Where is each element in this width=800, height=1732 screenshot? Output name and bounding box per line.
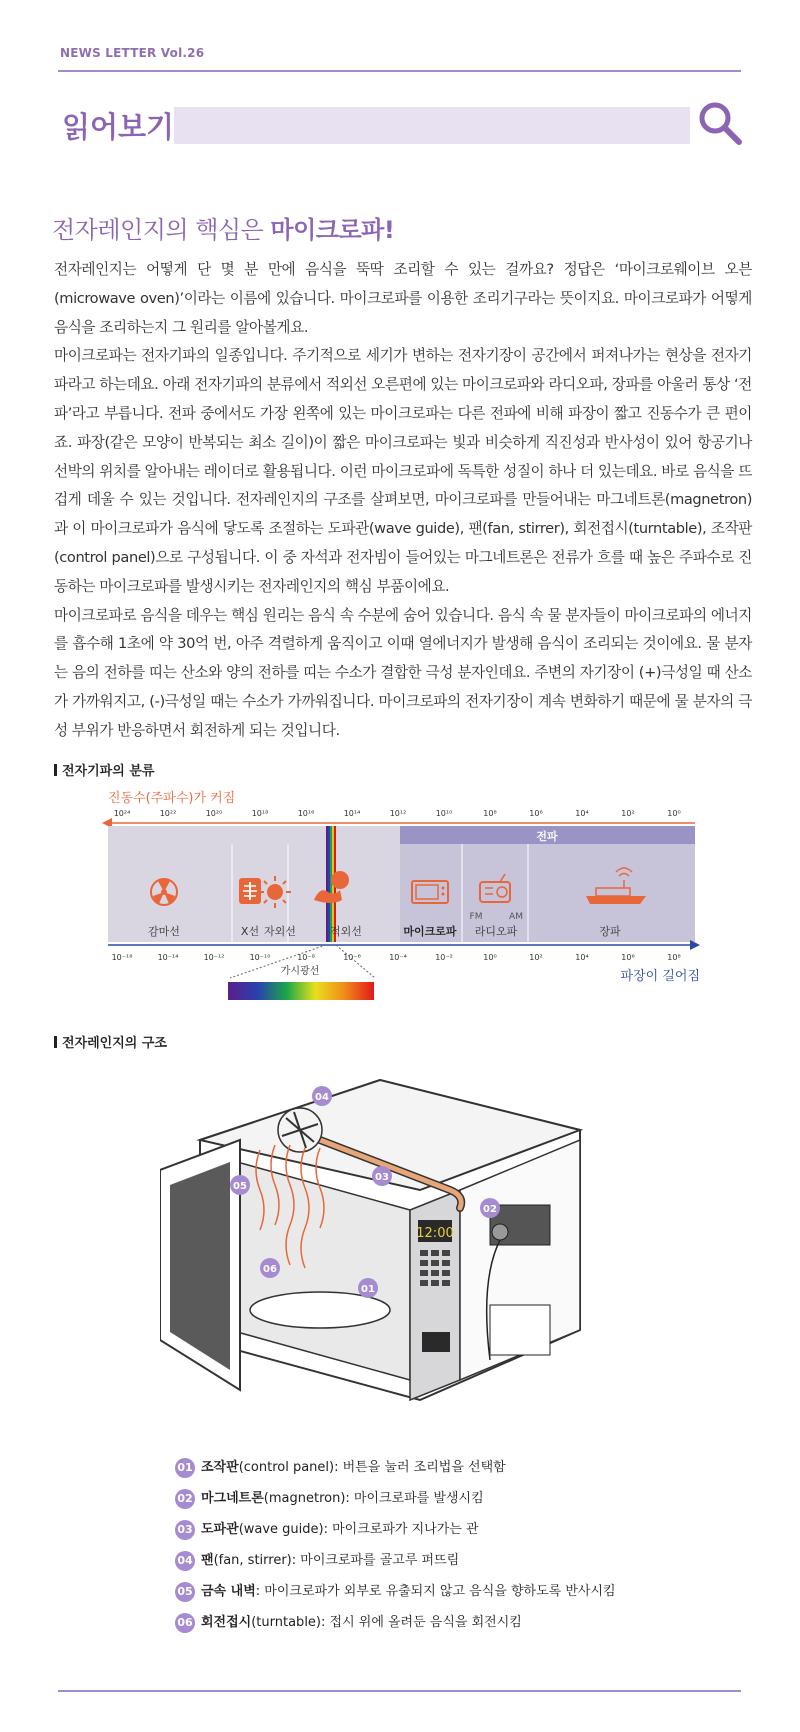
legend-number: 04 [175,1551,195,1571]
tick-label: 10²⁰ [205,809,223,818]
structure-subtitle: 전자레인지의 구조 [54,1032,167,1051]
legend-term: 조작판 [201,1460,239,1475]
tick-label: 10⁸ [667,953,681,962]
marker-04: 04 [315,1092,329,1103]
clock-readout: 12:00 [416,1226,454,1241]
am-label: AM [509,912,523,922]
wave-label: 파장이 길어짐 [620,969,700,984]
freq-ticks [114,809,681,818]
spectrum-diagram [100,788,700,1003]
top-divider [58,70,741,72]
tick-label: 10⁻¹⁰ [249,953,271,962]
tick-label: 10² [621,809,635,818]
marker-03: 03 [375,1172,389,1183]
region-label: 마이크로파 [403,925,457,938]
region-label: 감마선 [148,925,180,938]
wave-ticks [112,953,681,962]
legend-item [175,1580,616,1602]
legend-desc: (fan, stirrer): 마이크로파를 골고루 퍼뜨림 [213,1553,460,1568]
tick-label: 10⁻¹² [203,953,225,962]
legend-number: 03 [175,1520,195,1540]
tick-label: 10⁴ [575,809,589,818]
tick-label: 10²² [159,809,177,818]
article-body [54,256,752,746]
tick-label: 10⁻² [435,953,453,962]
legend-desc: (magnetron): 마이크로파를 발생시킴 [263,1491,484,1506]
marker-06: 06 [263,1264,277,1275]
legend-desc: : 마이크로파가 외부로 유출되지 않고 음식을 향하도록 반사시킴 [255,1584,616,1599]
paragraph: 전자레인지는 어떻게 단 몇 분 만에 음식을 뚝딱 조리할 수 있는 걸까요? 정답은 ‘마이크로웨이브 오븐(microwave oven)’이라는 이름에 있습니다. 마이크로파를 이용한 조리기구라는 뜻이지요. 마이크로파가 어떻게 음식을 조리하는지 그 원리를 알아볼게요. [54,261,752,336]
zoom-line [336,945,375,978]
section-title: 읽어보기 [62,110,175,144]
tick-label: 10²⁴ [113,809,131,818]
microwave-diagram [160,1070,600,1450]
legend-desc: (control panel): 버튼을 눌러 조리법을 선택함 [238,1460,506,1475]
article-headline [52,210,394,245]
legend-term: 금속 내벽 [201,1584,256,1599]
region-label: 자외선 [264,925,296,938]
legend-term: 도파관 [201,1522,239,1537]
legend-number: 01 [175,1458,195,1478]
tick-label: 10⁸ [483,809,497,818]
magnifier-icon [695,98,745,148]
region-label: 라디오파 [474,925,518,938]
magnetron-port [492,1224,508,1240]
radio-band-label: 전파 [536,830,558,843]
start-button-graphic [422,1332,450,1352]
tick-label: 10¹⁰ [435,809,453,818]
bottom-divider [58,1690,741,1692]
legend-term: 마그네트론 [201,1491,264,1506]
legend-item [175,1549,459,1571]
legend-desc: (wave guide): 마이크로파가 지나가는 관 [238,1522,479,1537]
tick-label: 10⁶ [529,809,543,818]
marker-01: 01 [361,1284,375,1295]
legend-item [175,1456,506,1478]
legend-term: 팬 [201,1553,214,1568]
tick-label: 10⁻¹⁴ [157,953,179,962]
legend-number: 05 [175,1582,195,1602]
tick-label: 10⁶ [621,953,635,962]
legend-item [175,1518,479,1540]
tick-label: 10⁻¹⁶ [111,953,133,962]
tick-label: 10⁰ [483,953,497,962]
legend-term: 회전접시 [201,1615,252,1630]
freq-label: 진동수(주파수)가 커짐 [108,791,236,806]
legend-number: 06 [175,1613,195,1633]
marker-02: 02 [483,1204,497,1215]
paragraph: 마이크로파로 음식을 데우는 핵심 원리는 음식 속 수분에 숨어 있습니다. 음식 속 물 분자들이 마이크로파의 에너지를 흡수해 1초에 약 30억 번, 아주 격렬하게 움직이고 이때 열에너지가 발생해 음식이 조리되는 것이에요. 물 분자는 음의 전하를 띠는 산소와 양의 전하를 띠는 수소가 결합한 극성 분자인데요. 주변의 자기장이 (+)극성일 때 산소가 가까워지고, (-)극성일 때는 수소가 가까워집니다. 마이크로파의 전자기장이 계속 변화하기 때문에 물 분자의 극성 부위가 반응하면서 회전하게 되는 것입니다. [54,606,752,739]
legend-item [175,1611,522,1633]
tick-label: 10⁻⁶ [343,953,361,962]
headline-prefix: 전자레인지의 핵심은 [52,216,271,244]
title-bar [174,107,690,144]
legend-item [175,1487,484,1509]
xray-icon [239,878,261,904]
fm-label: FM [469,912,483,922]
legend-number: 02 [175,1489,195,1509]
region-label: 장파 [599,925,621,938]
visible-label: 가시광선 [280,966,320,977]
region-label: 적외선 [330,925,362,938]
newsletter-volume: NEWS LETTER Vol.26 [60,46,205,60]
paragraph: 마이크로파는 전자기파의 일종입니다. 주기적으로 세기가 변하는 전자기장이 공간에서 퍼져나가는 현상을 전자기파라고 하는데요. 아래 전자기파의 분류에서 적외선 오른편에 있는 마이크로파와 라디오파, 장파를 아울러 통상 ‘전파’라고 부릅니다. 전파 중에서도 가장 왼쪽에 있는 마이크로파는 다른 전파에 비해 파장이 짧고 진동수가 큰 편이죠. 파장(같은 모양이 반복되는 최소 길이)이 짧은 마이크로파는 빛과 비슷하게 직진성과 반사성이 있어 항공기나 선박의 위치를 알아내는 레이더로 활용됩니다. 이런 마이크로파에 독특한 성질이 하나 더 있는데요. 바로 음식을 뜨겁게 데울 수 있는 것입니다. 전자레인지의 구조를 살펴보면, 마이크로파를 만들어내는 마그네트론(magnetron)과 이 마이크로파가 음식에 닿도록 조절하는 도파관(wave guide), 팬(fan, stirrer), 회전접시(turntable), 조작판(control panel)으로 구성됩니다. 이 중 자석과 전자빔이 들어있는 마그네트론은 전류가 흐를 때 높은 주파수로 진동하는 마이크로파를 발생시키는 전자레인지의 핵심 부품이에요. [54,347,752,595]
legend-desc: (turntable): 접시 위에 올려둔 음식을 회전시킴 [251,1615,522,1630]
tick-label: 10¹⁸ [251,809,269,818]
vis-strip [326,826,328,942]
headline-emphasis: 마이크로파! [270,216,395,244]
tick-label: 10⁴ [575,953,589,962]
marker-05: 05 [233,1181,247,1192]
transformer [490,1305,550,1355]
visible-gradient [228,982,374,1000]
tick-label: 10¹⁴ [343,809,361,818]
region-label: X선 [240,925,260,938]
tick-label: 10⁰ [667,809,681,818]
tick-label: 10⁻⁸ [297,953,315,962]
spectrum-subtitle: 전자기파의 분류 [54,760,154,779]
tick-label: 10¹² [389,809,407,818]
tick-label: 10¹⁶ [297,809,315,818]
tick-label: 10² [529,953,543,962]
tick-label: 10⁻⁴ [389,953,407,962]
